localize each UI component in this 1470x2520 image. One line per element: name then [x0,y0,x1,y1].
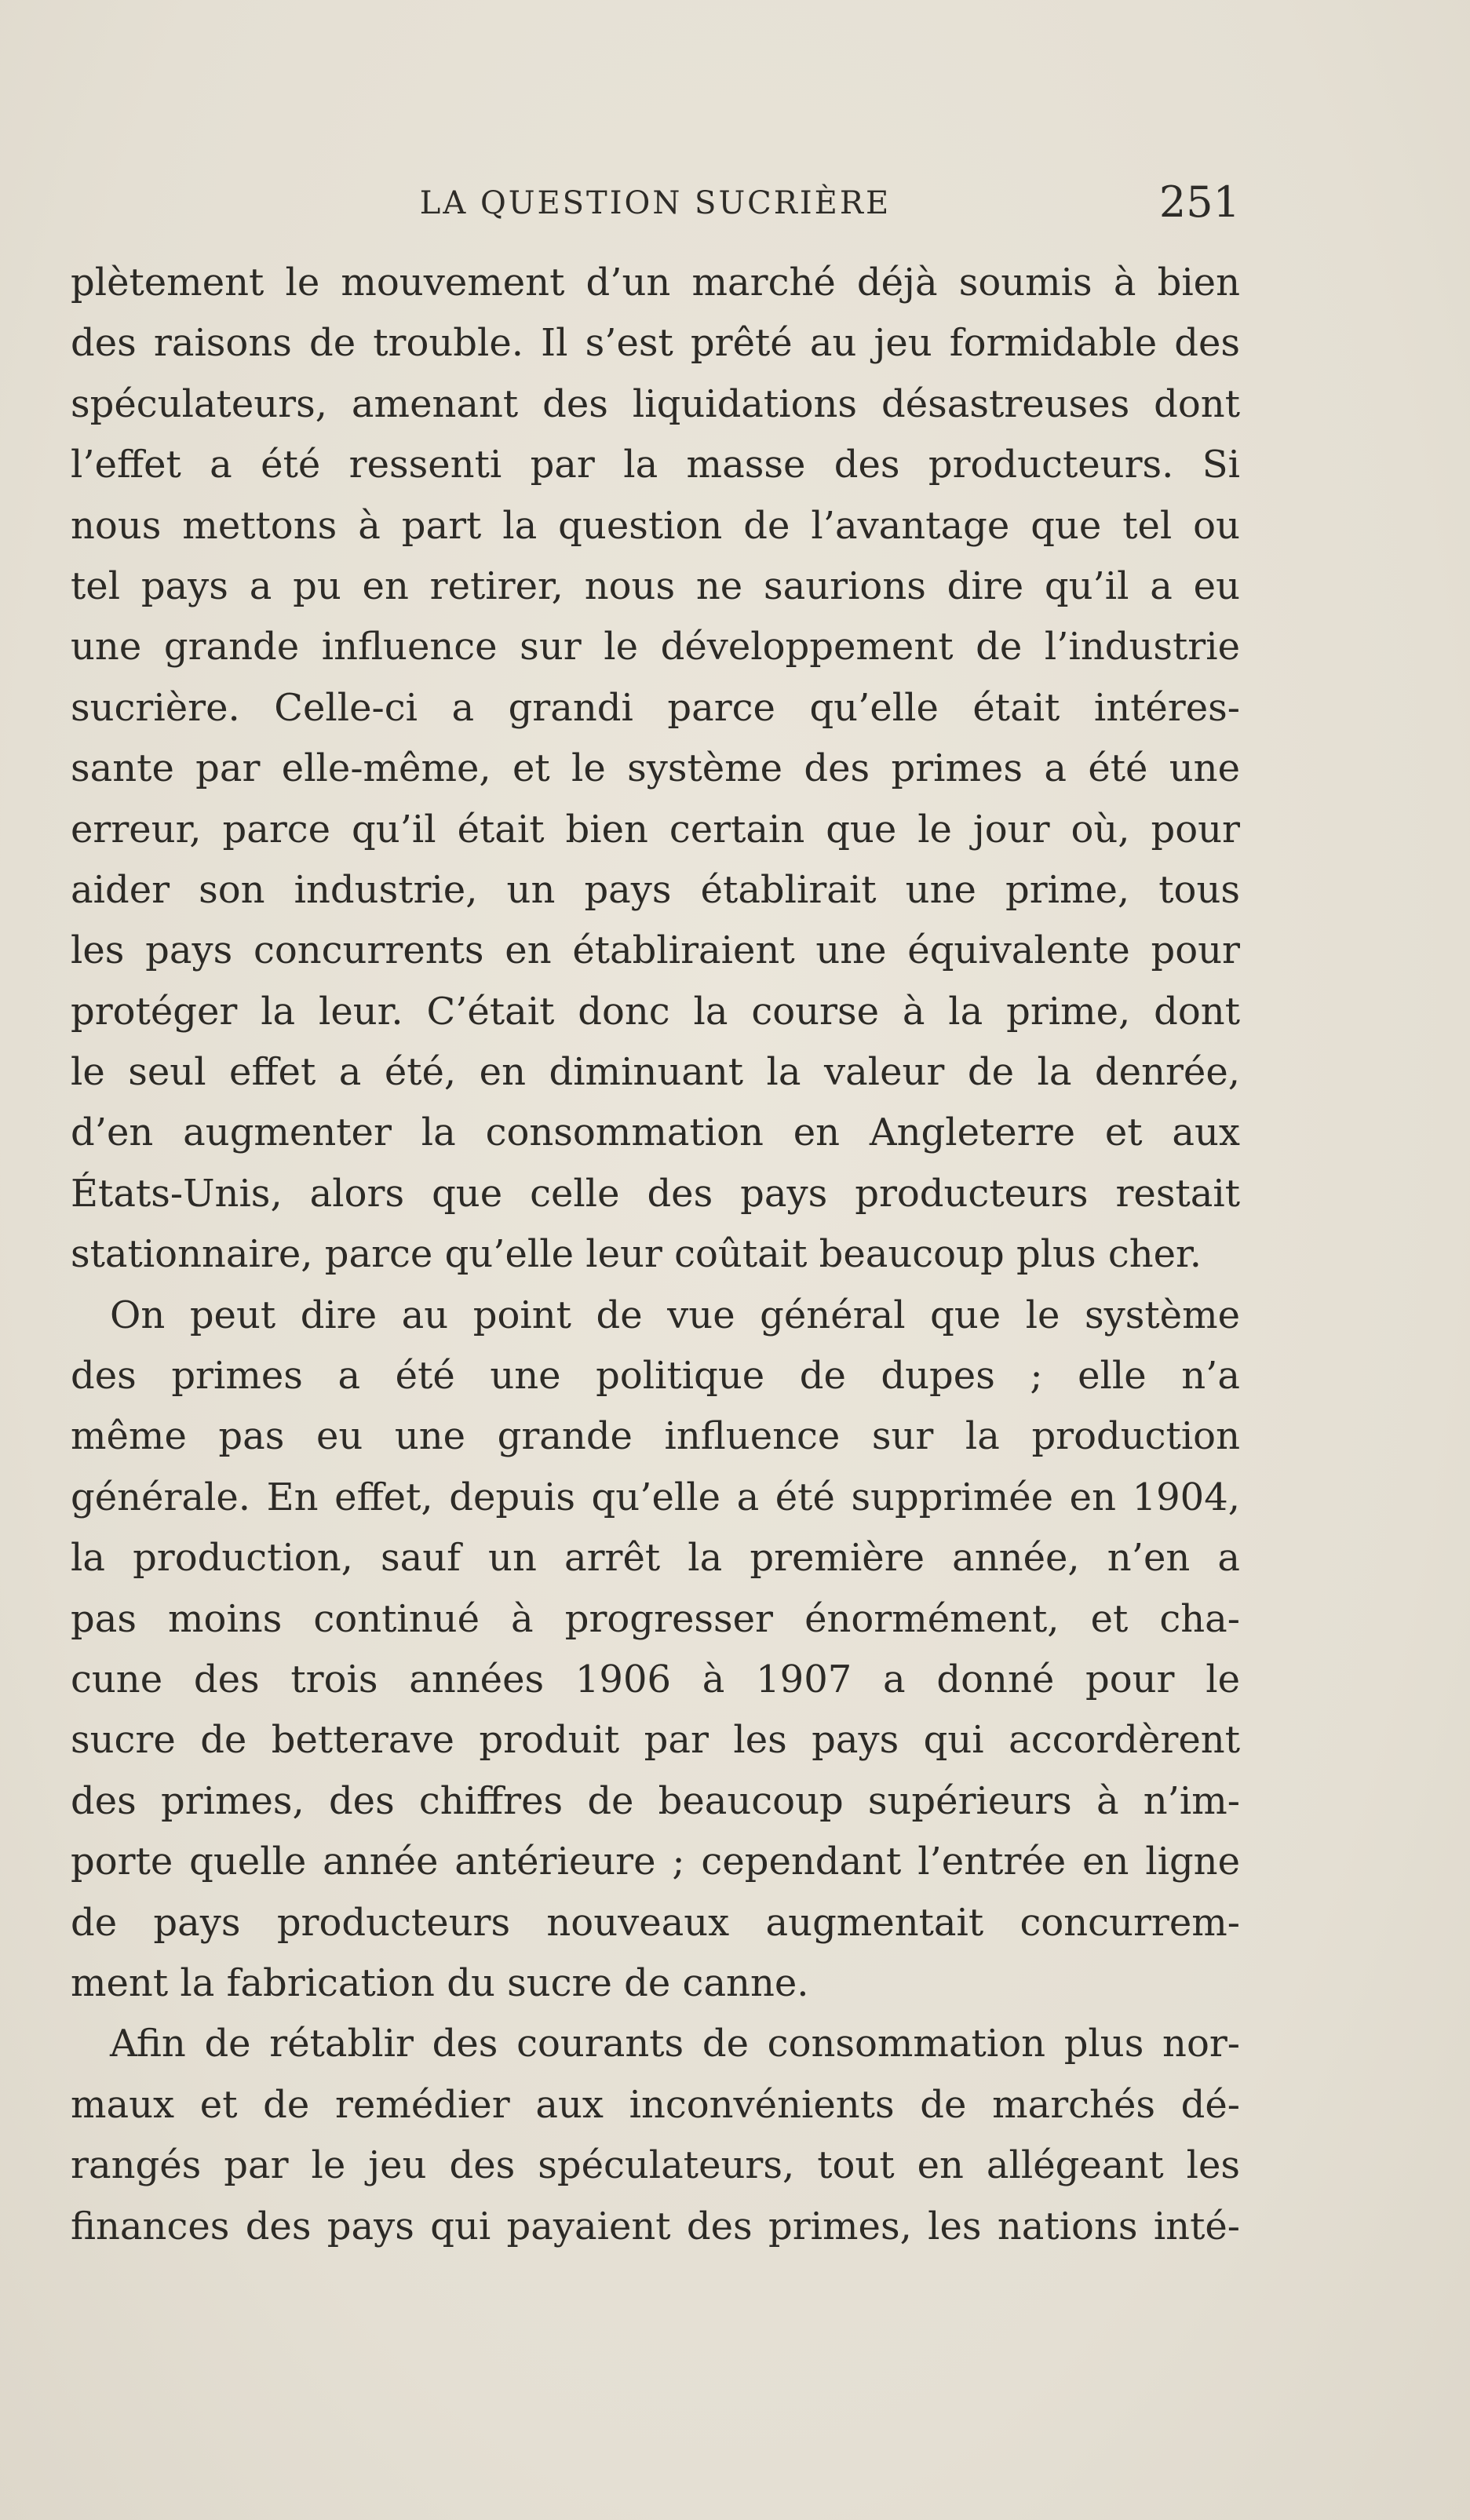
text-line: maux et de remédier aux inconvénients de marchés dé- [71,2082,1240,2127]
text-line: porte quelle année antérieure ; cependant l’entrée en ligne [71,1840,1240,1884]
text-line: finances des pays qui payaient des primes, les nations inté- [71,2204,1240,2248]
text-line: d’en augmenter la consommation en Angleterre et aux [71,1110,1240,1155]
running-title: LA QUESTION SUCRIÈRE [419,185,892,221]
text-line: l’effet a été ressenti par la masse des producteurs. Si [71,443,1240,487]
text-line: Afin de rétablir des courants de consommation plus nor- [110,2022,1240,2066]
text-line: plètement le mouvement d’un marché déjà soumis à bien [71,261,1240,305]
page-header [71,177,1240,232]
text-line: des raisons de trouble. Il s’est prêté au jeu formidable des [71,321,1240,366]
text-line: États-Unis, alors que celle des pays producteurs restait [71,1171,1240,1216]
text-line: sante par elle-même, et le système des primes a été une [71,746,1240,791]
body-text [71,253,1240,2257]
text-line: des primes a été une politique de dupes ; elle n’a [71,1354,1240,1399]
text-line: la production, sauf un arrêt la première année, n’en a [71,1536,1240,1581]
text-line: nous mettons à part la question de l’avantage que tel ou [71,503,1240,548]
text-line: même pas eu une grande influence sur la production [71,1414,1240,1459]
text-line: stationnaire, parce qu’elle leur coûtait beaucoup plus cher. [71,1232,1202,1277]
text-line: pas moins continué à progresser énormément, et cha- [71,1596,1240,1641]
text-line: générale. En effet, depuis qu’elle a été supprimée en 1904, [71,1475,1240,1519]
text-line: aider son industrie, un pays établirait une prime, tous [71,867,1240,912]
text-line: rangés par le jeu des spéculateurs, tout en allégeant les [71,2143,1240,2188]
text-line: ment la fabrication du sucre de canne. [71,1960,809,2005]
text-line: une grande influence sur le développement de l’industrie [71,625,1240,669]
text-line: le seul effet a été, en diminuant la valeur de la denrée, [71,1050,1240,1095]
page-number: 251 [1158,177,1240,227]
text-line: les pays concurrents en établiraient une équivalente pour [71,928,1240,973]
text-line: sucrière. Celle-ci a grandi parce qu’elle était intéres- [71,685,1240,730]
text-line: sucre de betterave produit par les pays qui accordèrent [71,1718,1240,1763]
text-line: spéculateurs, amenant des liquidations désastreuses dont [71,381,1240,426]
text-line: protéger la leur. C’était donc la course à la prime, dont [71,989,1240,1034]
text-line: cune des trois années 1906 à 1907 a donné pour le [71,1657,1240,1701]
text-line: erreur, parce qu’il était bien certain que le jour où, pour [71,807,1240,852]
text-line: tel pays a pu en retirer, nous ne saurions dire qu’il a eu [71,563,1240,608]
text-line: On peut dire au point de vue général que le système [110,1293,1240,1337]
text-line: de pays producteurs nouveaux augmentait concurrem- [71,1900,1240,1945]
text-line: des primes, des chiffres de beaucoup supérieurs à n’im- [71,1778,1240,1823]
